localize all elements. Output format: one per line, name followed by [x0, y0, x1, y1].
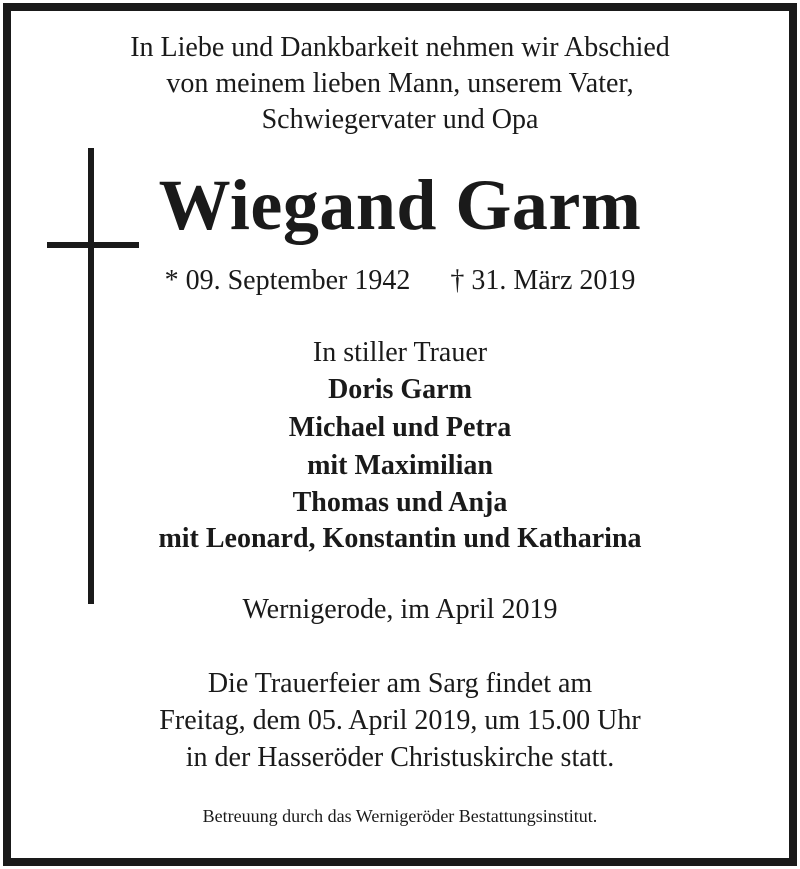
deceased-name: Wiegand Garm	[158, 165, 642, 245]
mourner-name: mit Leonard, Konstantin und Katharina	[158, 523, 642, 554]
mourners-heading: In stiller Trauer	[312, 337, 488, 368]
intro-line-2: von meinem lieben Mann, unserem Vater,	[166, 68, 634, 99]
mourner-name: Michael und Petra	[288, 412, 512, 443]
death-date: † 31. März 2019	[450, 265, 636, 296]
intro-line-3: Schwiegervater und Opa	[261, 104, 539, 135]
intro-line-1: In Liebe und Dankbarkeit nehmen wir Abschied	[130, 32, 670, 63]
mourner-name: mit Maximilian	[307, 450, 493, 481]
ceremony-line-2: Freitag, dem 05. April 2019, um 15.00 Uhr	[159, 705, 641, 736]
life-dates	[0, 265, 800, 297]
footer-note: Betreuung durch das Wernigeröder Bestattungsinstitut.	[202, 806, 598, 826]
ceremony-line-3: in der Hasseröder Christuskirche statt.	[185, 742, 615, 773]
birth-date: * 09. September 1942	[164, 265, 411, 296]
mourner-name: Thomas und Anja	[292, 487, 508, 518]
place-date: Wernigerode, im April 2019	[242, 594, 558, 625]
mourner-name: Doris Garm	[328, 374, 472, 405]
ceremony-line-1: Die Trauerfeier am Sarg findet am	[207, 668, 593, 699]
